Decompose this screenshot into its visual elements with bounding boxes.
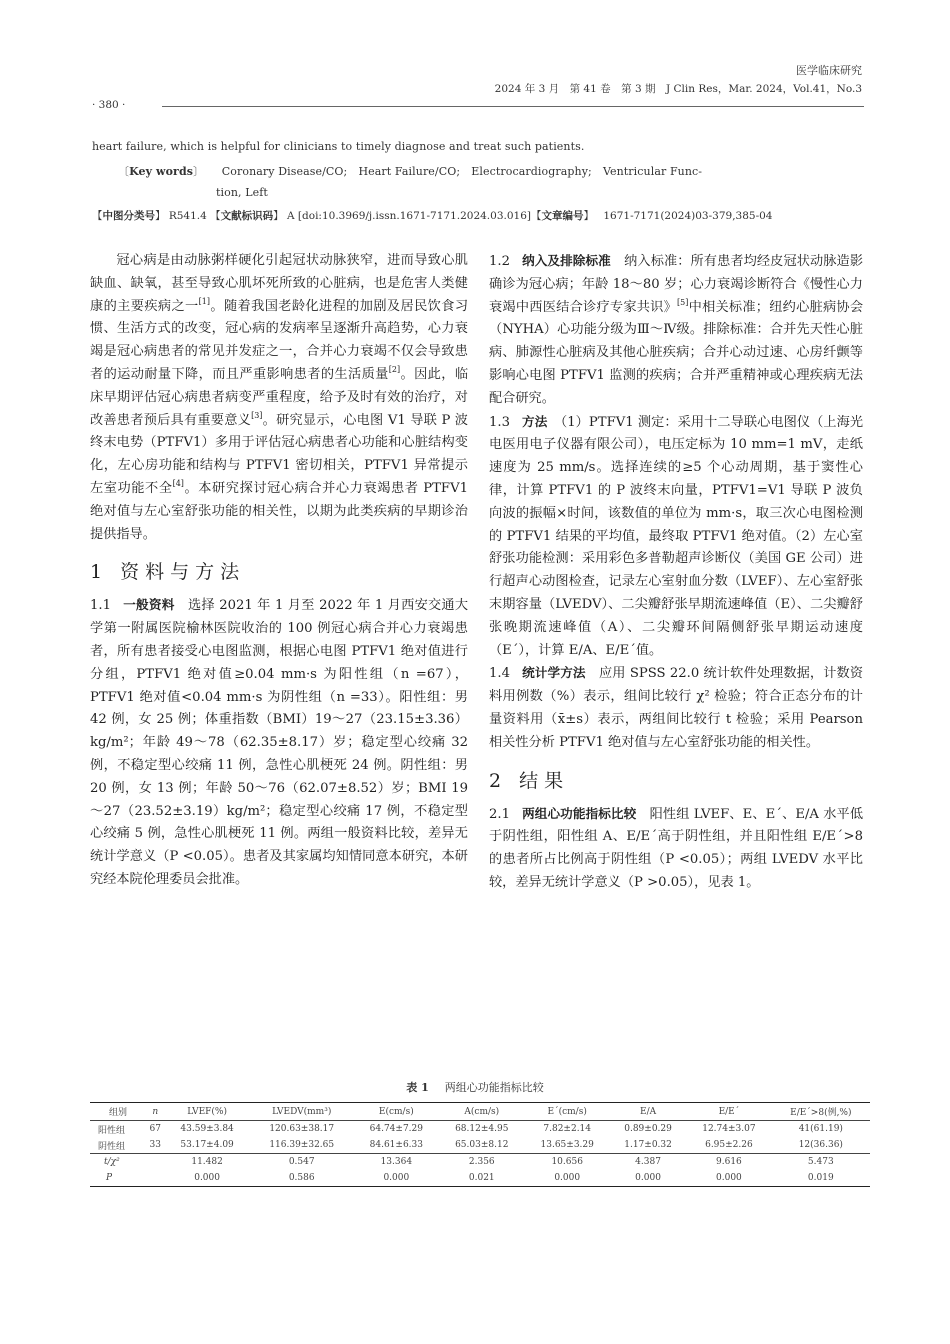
table-1 bbox=[90, 1102, 870, 1187]
issue-line: 2024 年 3 月 第 41 卷 第 3 期 J Clin Res，Mar. 2024，Vol.41，No.3 bbox=[494, 83, 862, 95]
section-2-heading: 2 结果 bbox=[489, 769, 570, 792]
section-1-2: 1.2 纳入及排除标准 纳入标准：所有患者均经皮冠状动脉造影确诊为冠心病；年龄 18～80 岁；心力衰竭诊断符合《慢性心力衰竭中西医结合诊疗专家共识》[5]中相关标准；纽约心脏病协会（NYHA）心功能分级为Ⅲ～Ⅳ级。排除标准：合并先天性心脏病、肺源性心脏病及其他心脏疾病；合并心动过速、心房纤颤等影响心电图 PTFV1 监测的疾病；合并严重精神或心理疾病无法配合研究。 bbox=[489, 253, 864, 406]
clc-label: 中图分类号 bbox=[102, 210, 155, 222]
doc-code-value: A bbox=[287, 210, 295, 222]
col-header: E(cm/s) bbox=[354, 1103, 439, 1121]
section-1-3: 1.3 方法 （1）PTFV1 测定：采用十二导联心电图仪（上海光电医用电子仪器有限公司），电压定标为 10 mm=1 mV，走纸速度为 25 mm/s。选择连续的≥5 个心动周期，基于窦性心律，计算 PTFV1 的 P 波终末向量，PTFV1=V1 导联 P 波负向波的振幅×时间，该数值的单位为 mm·s，取三次心电图检测的 PTFV1 结果的平均值，最终取 PTFV1 绝对值。（2）左心室舒张功能检测：采用彩色多普勒超声诊断仪（美国 GE 公司）进行超声心动图检查，记录左心室射血分数（LVEF）、左心室舒张末期容量（LVEDV）、二尖瓣舒张早期流速峰值（E）、二尖瓣舒张晚期流速峰值（A）、二尖瓣环间隔侧舒张早期运动速度（Eˊ），计算 E/A、E/Eˊ值。 bbox=[489, 413, 864, 658]
col-header: LVEDV(mm³) bbox=[250, 1103, 354, 1121]
col-header: E/A bbox=[610, 1103, 686, 1121]
section-1-heading: 1 资料与方法 bbox=[90, 561, 246, 584]
col-header: E/Eˊ>8(例,%) bbox=[772, 1103, 870, 1121]
article-no-value: 1671-7171(2024)03-379,385-04 bbox=[603, 210, 773, 222]
classification-line: 【中图分类号】 R541.4 【文献标识码】 A [doi:10.3969/j.issn.1671-7171.2024.03.016]【文章编号】 1671-7171(2024)03-379,385-04 bbox=[92, 210, 773, 222]
doi: doi:10.3969/j.issn.1671-7171.2024.03.016 bbox=[302, 210, 527, 222]
intro-paragraph: 冠心病是由动脉粥样硬化引起冠状动脉狭窄，进而导致心肌缺血、缺氧，甚至导致心肌坏死所致的心脏病，也是危害人类健康的主要疾病之一[1]。随着我国老龄化进程的加剧及居民饮食习惯、生活方式的改变，冠心病的发病率呈逐渐升高趋势，心力衰竭是冠心病患者的常见并发症之一，合并心力衰竭不仅会导致患者的运动耐量下降，而且严重影响患者的生活质量[2]。因此，临床早期评估冠心病患者病变严重程度，给予及时有效的治疗，对改善患者预后具有重要意义[3]。研究显示，心电图 V1 导联 P 波终末电势（PTFV1）多用于评估冠心病患者心功能和心脏结构变化，左心房功能和结构与 PTFV1 密切相关，PTFV1 异常提示左室功能不全[4]。本研究探讨冠心病合并心力衰竭患者 PTFV1 绝对值与左心室舒张功能的相关性，以期为此类疾病的早期诊治提供指导。 bbox=[90, 253, 469, 542]
header-rule bbox=[162, 106, 864, 107]
keywords-text: Coronary Disease/CO; Heart Failure/CO; Electrocardiography; Ventricular Func- bbox=[221, 165, 703, 178]
col-header: E/Eˊ bbox=[686, 1103, 771, 1121]
journal-name: 医学临床研究 bbox=[796, 64, 862, 77]
left-column bbox=[90, 250, 468, 892]
col-header: Eˊ(cm/s) bbox=[524, 1103, 609, 1121]
table-row: t/χ² 11.482 0.547 13.364 2.356 10.656 4.387 9.616 5.473 bbox=[90, 1154, 870, 1171]
abstract-last-line: heart failure, which is helpful for clinicians to timely diagnose and treat such patients. bbox=[92, 140, 585, 153]
clc-value: R541.4 bbox=[168, 210, 207, 222]
table-row: 阳性组 67 43.59±3.84 120.63±38.17 64.74±7.29 68.12±4.95 7.82±2.14 0.89±0.29 12.74±3.07 41(61.19) bbox=[98, 1124, 843, 1136]
section-1-1: 1.1 一般资料 选择 2021 年 1 月至 2022 年 1 月西安交通大学第一附属医院榆林医院收治的 100 例冠心病合并心力衰竭患者，所有患者接受心电图监测，根据心电图 PTFV1 绝对值进行分组，PTFV1 绝对值≥0.04 mm·s 为阳性组（n =67），PTFV1 绝对值<0.04 mm·s 为阴性组（n =33）。阳性组：男 42 例，女 25 例；体重指数（BMI）19～27（23.15±3.36）kg/m²；年龄 49～78（62.35±8.17）岁；稳定型心绞痛 32 例，不稳定型心绞痛 11 例，急性心肌梗死 24 例。阴性组：男 20 例，女 13 例；年龄 50～76（62.07±8.52）岁；BMI 19～27（23.52±3.19）kg/m²；稳定型心绞痛 17 例，不稳定型心绞痛 5 例，急性心肌梗死 11 例。两组一般资料比较，差异无统计学意义（P <0.05）。患者及其家属均知情同意本研究，本研究经本院伦理委员会批准。 bbox=[90, 597, 469, 887]
table-row: P 0.000 0.586 0.000 0.021 0.000 0.000 0.000 0.019 bbox=[90, 1170, 870, 1187]
section-2-1: 2.1 两组心功能指标比较 阳性组 LVEF、E、Eˊ、E/A 水平低于阴性组，阳性组 A、E/Eˊ高于阴性组，并且阳性组 E/Eˊ>8 的患者所占比例高于阴性组（P <0.05）；两组 LVEDV 水平比较，差异无统计学意义（P >0.05），见表 1。 bbox=[489, 805, 864, 890]
right-column bbox=[489, 250, 863, 895]
keywords-line bbox=[118, 163, 702, 179]
table-caption: 表 1 两组心功能指标比较 bbox=[406, 1081, 544, 1094]
table-header-row bbox=[90, 1103, 870, 1121]
col-header: LVEF(%) bbox=[164, 1103, 249, 1121]
keywords-line-2: tion, Left bbox=[216, 186, 268, 199]
section-1-4: 1.4 统计学方法 应用 SPSS 22.0 统计软件处理数据，计数资料用例数（%）表示，组间比较行 χ² 检验；符合正态分布的计量资料用（x̄±s）表示，两组间比较行 t 检验；采用 Pearson 相关性分析 PTFV1 绝对值与左心室舒张功能的相关性。 bbox=[489, 665, 864, 750]
article-no-label: 文章编号 bbox=[541, 210, 584, 222]
doc-code-label: 文献标识码 bbox=[220, 210, 274, 222]
col-header: 组别 bbox=[90, 1103, 146, 1121]
table-row: 阴性组 33 53.17±4.09 116.39±32.65 84.61±6.33 65.03±8.12 13.65±3.29 1.17±0.32 6.95±2.26 12(36.36) bbox=[98, 1140, 843, 1152]
keywords-label: 〔Key words〕 bbox=[118, 165, 205, 178]
page-number: · 380 · bbox=[92, 99, 126, 111]
col-header: A(cm/s) bbox=[439, 1103, 524, 1121]
col-header: n bbox=[146, 1103, 164, 1121]
